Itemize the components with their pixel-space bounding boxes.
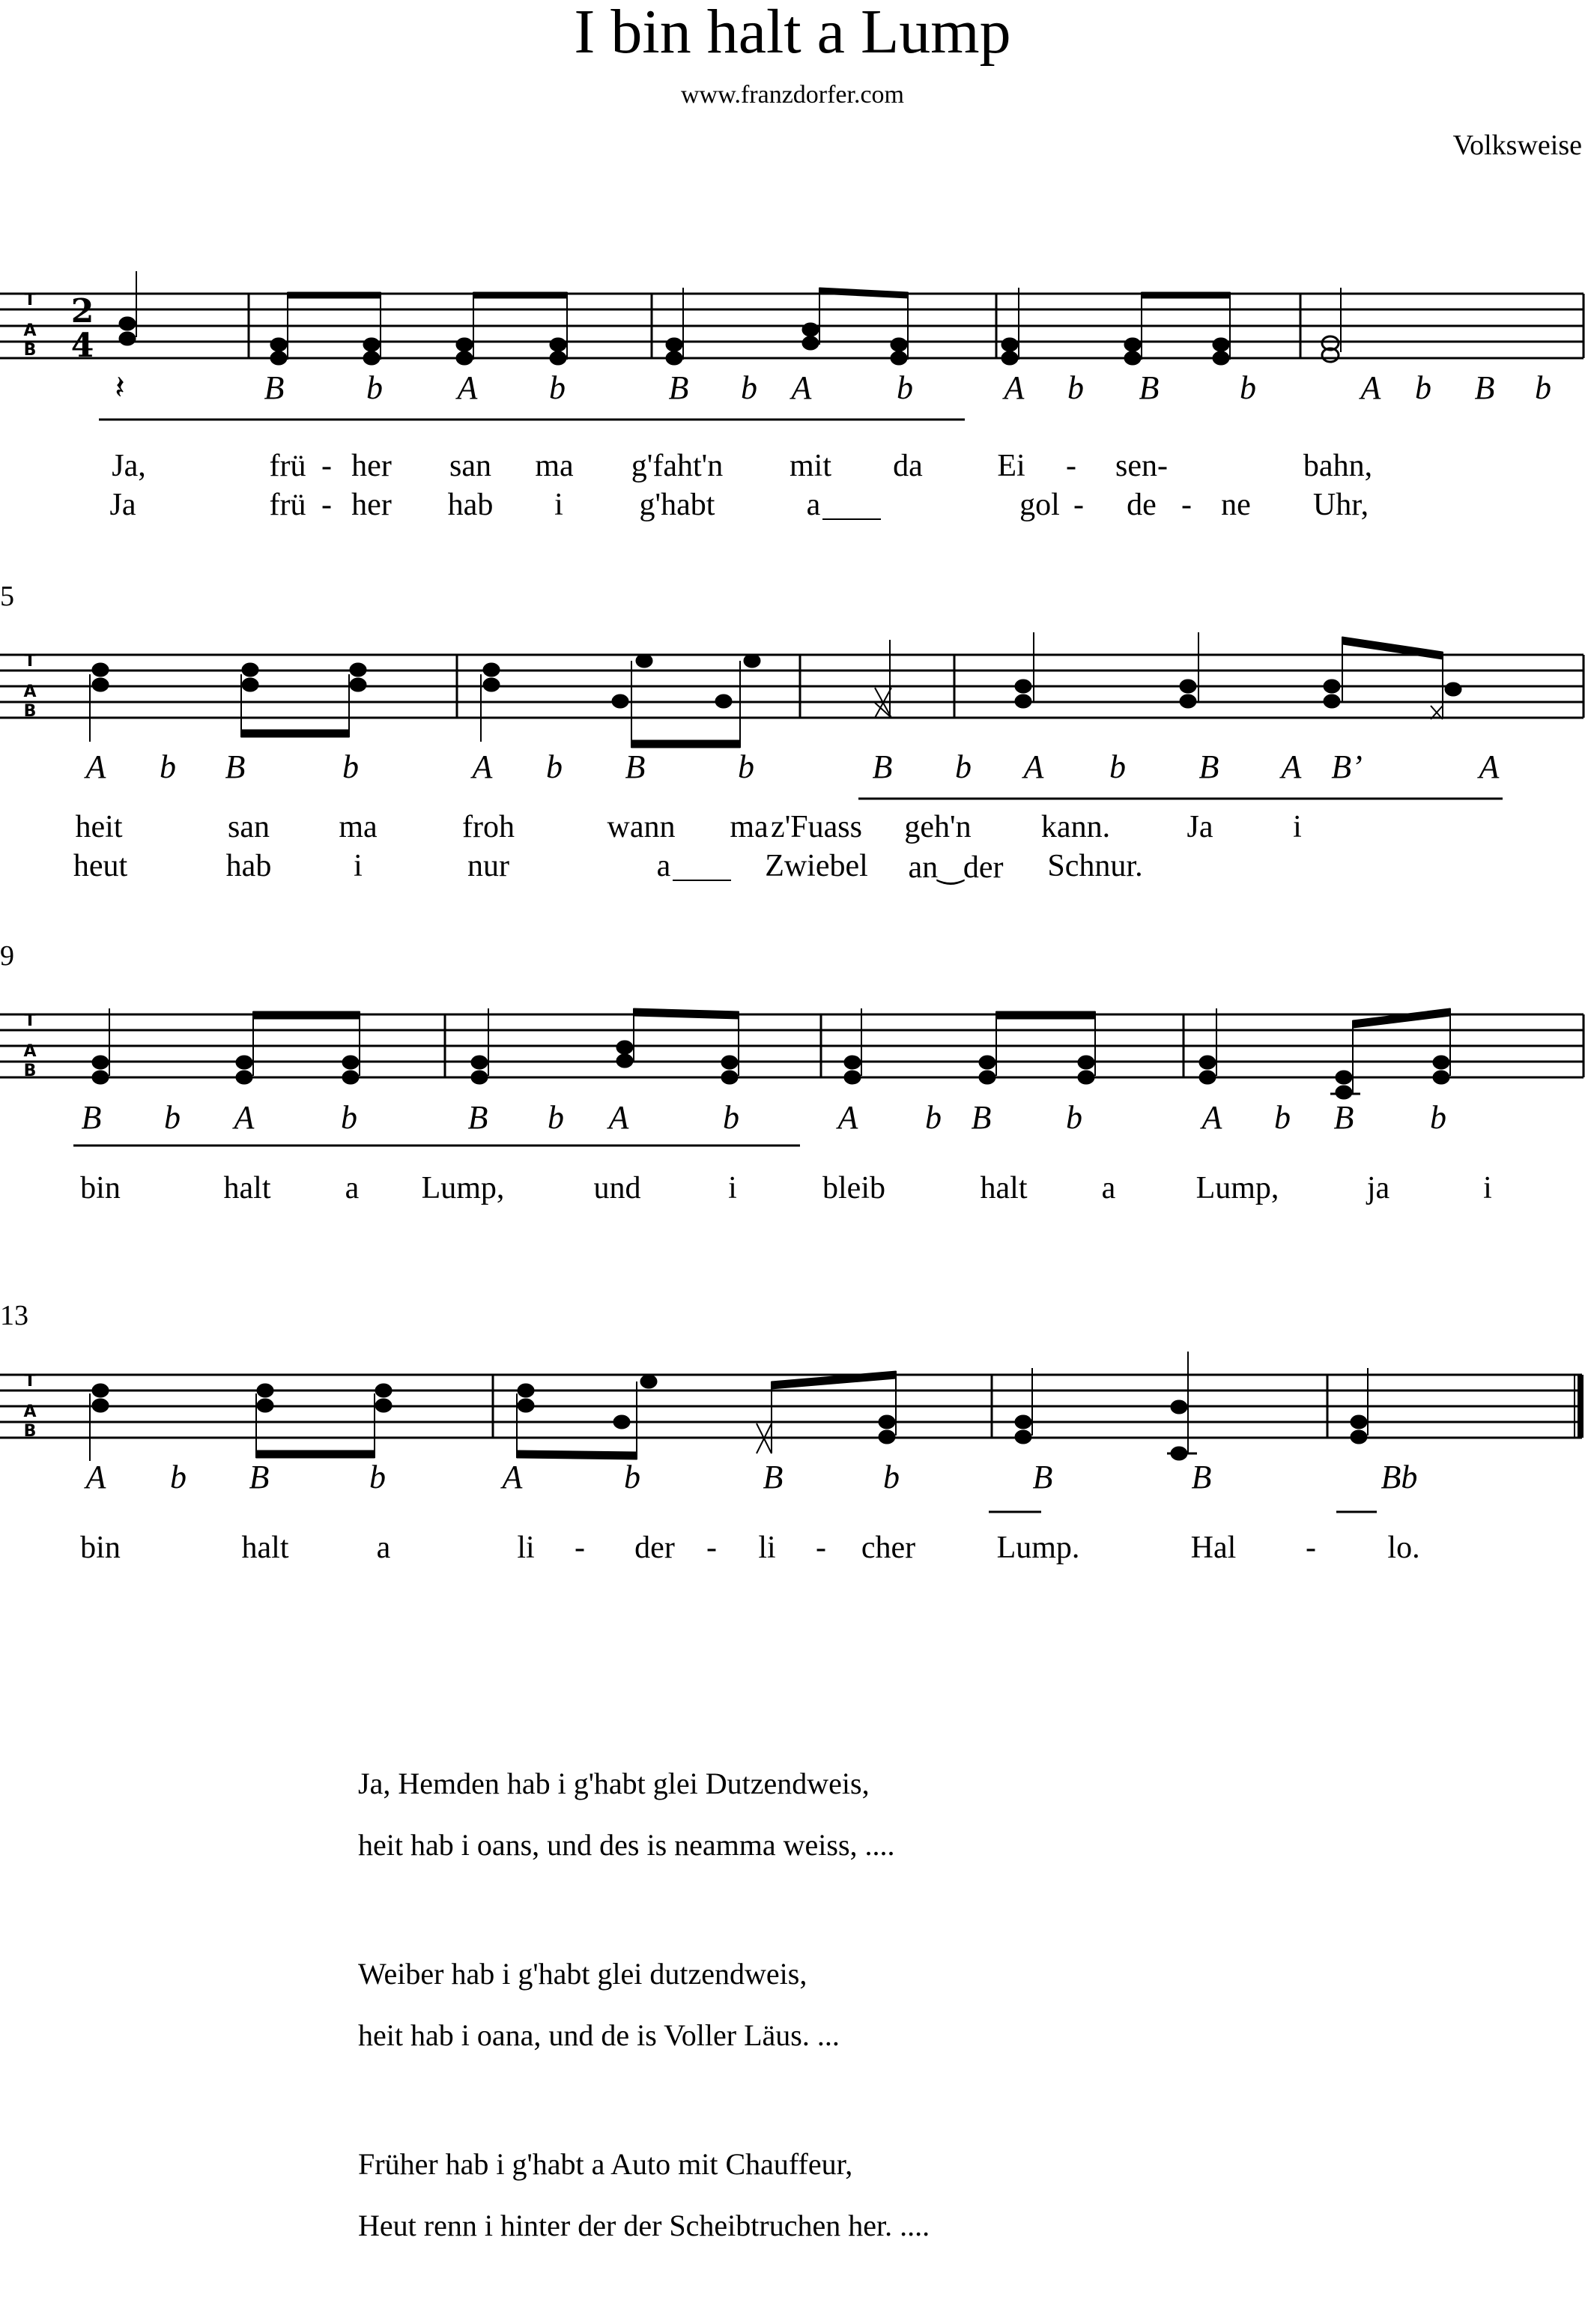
lyrics-verse-2: [0, 487, 1585, 524]
lyric-hyphen: -: [321, 488, 332, 522]
tab-staff: [0, 577, 1585, 772]
rest-icon: 𝄽: [115, 369, 125, 406]
svg-text:A: A: [23, 683, 37, 701]
bass-label: A: [85, 748, 106, 785]
song-title: I bin halt a Lump: [574, 0, 1011, 67]
lyric-syllable: bin: [80, 1531, 121, 1565]
bass-label: b: [883, 1459, 900, 1495]
bass-label: A: [837, 1099, 858, 1136]
bass-label: B: [1333, 1099, 1354, 1136]
lyric-hyphen: -: [1306, 1531, 1316, 1565]
lyric-syllable: und: [593, 1171, 641, 1205]
bass-label: b: [738, 748, 754, 785]
lyric-syllable: geh'n: [904, 810, 972, 844]
bass-label: B: [1198, 748, 1219, 785]
bass-label: A: [457, 369, 478, 406]
bass-label: B: [872, 748, 893, 785]
verse-block: [358, 2134, 930, 2257]
lyrics-verse-1: [0, 1530, 1585, 1567]
lyric-syllable: der: [634, 1531, 675, 1565]
lyric-syllable: lo.: [1387, 1531, 1420, 1565]
svg-text:T: T: [24, 1011, 36, 1030]
lyric-syllable: frü: [269, 449, 306, 483]
tab-clef-icon: [23, 1372, 36, 1441]
lyric-syllable: bin: [80, 1171, 121, 1205]
lyric-syllable: Lump.: [996, 1531, 1080, 1565]
bass-label: A: [472, 748, 493, 785]
bass-label: B: [625, 748, 646, 785]
measure-number: 13: [0, 1300, 28, 1331]
time-signature-icon: [71, 292, 94, 365]
bass-label: b: [1067, 369, 1084, 406]
bass-label: b: [955, 748, 972, 785]
bass-label: b: [546, 748, 563, 785]
system-4: [0, 1296, 1585, 1596]
lyric-syllable: froh: [462, 810, 515, 844]
system-1: [0, 255, 1585, 554]
lyric-syllable: halt: [980, 1171, 1028, 1205]
bass-label: B’: [1331, 748, 1363, 785]
bass-label: b: [342, 748, 359, 785]
svg-text:2: 2: [70, 292, 94, 330]
lyrics-verse-2: [0, 848, 1585, 886]
bass-label: b: [548, 1099, 564, 1136]
bass-label: B: [1032, 1459, 1053, 1495]
bass-label: b: [925, 1099, 942, 1136]
bass-label: A: [85, 1459, 106, 1495]
lyric-syllable: bahn,: [1303, 449, 1373, 483]
melisma-line: [673, 880, 731, 881]
lyric-hyphen: -: [706, 1531, 717, 1565]
bass-label: B: [1139, 369, 1160, 406]
measure-number: 9: [0, 940, 14, 972]
tab-clef-icon: [23, 291, 36, 360]
lyric-syllable: i: [554, 488, 563, 522]
lyric-syllable: wann: [607, 810, 676, 844]
lyric-syllable: a: [656, 849, 671, 883]
bass-label: b: [741, 369, 757, 406]
lyric-syllable: Lump,: [1195, 1171, 1279, 1205]
bass-label: b: [160, 748, 176, 785]
lyric-syllable: a: [1101, 1171, 1116, 1205]
final-barline: [1578, 1375, 1584, 1438]
verse-line: Ja, Hemden hab i g'habt glei Dutzendweis,: [358, 1767, 870, 1800]
bass-label: A: [502, 1459, 523, 1495]
lyric-syllable: Ja,: [112, 449, 146, 483]
verse-line: heit hab i oans, und des is neamma weiss, ....: [358, 1828, 895, 1862]
system-2: [0, 577, 1585, 892]
svg-text:B: B: [23, 702, 37, 721]
bass-label: A: [1023, 748, 1044, 785]
lyric-syllable: Ei: [997, 449, 1025, 483]
verse-line: Heut renn i hinter der der Scheibtruchen her. ....: [358, 2209, 930, 2242]
chord-row: [0, 369, 1585, 406]
additional-verses: [358, 1753, 930, 2324]
bass-label: B: [81, 1099, 102, 1136]
lyric-syllable: de: [1127, 488, 1157, 522]
bass-label: b: [1274, 1099, 1291, 1136]
bass-label: Bb: [1381, 1459, 1418, 1495]
chord-row: [0, 1458, 1585, 1495]
lyric-syllable: a: [806, 488, 821, 522]
lyric-syllable: i: [728, 1171, 737, 1205]
lyric-syllable: Lump,: [421, 1171, 505, 1205]
bass-label: B: [763, 1459, 784, 1495]
bass-label: B: [971, 1099, 992, 1136]
lyric-syllable: san: [228, 810, 270, 844]
lyric-syllable: frü: [269, 488, 306, 522]
lyric-syllable: san: [449, 449, 491, 483]
lyric-syllable: g'habt: [639, 488, 715, 522]
lyric-syllable: Hal: [1190, 1531, 1237, 1565]
tab-clef-icon: [23, 652, 36, 721]
bass-label: b: [624, 1459, 640, 1495]
bass-label: A: [1201, 1099, 1222, 1136]
bass-label: b: [366, 369, 383, 406]
verse-block: [358, 1753, 930, 1876]
bass-label: A: [1281, 748, 1302, 785]
lyric-syllable: i: [1483, 1171, 1492, 1205]
lyric-syllable: i: [354, 849, 363, 883]
lyric-syllable: heit: [75, 810, 123, 844]
bass-label: b: [164, 1099, 181, 1136]
lyric-syllable: Ja: [109, 488, 136, 522]
bass-label: b: [723, 1099, 739, 1136]
lyric-syllable: Uhr,: [1312, 488, 1369, 522]
bass-label: b: [897, 369, 913, 406]
lyric-syllable: Zwiebel: [765, 849, 868, 883]
bass-label: b: [1109, 748, 1126, 785]
lyric-syllable: a: [376, 1531, 391, 1565]
verse-block: [358, 1943, 930, 2066]
bass-label: B: [249, 1459, 270, 1495]
bass-label: A: [1479, 748, 1500, 785]
lyric-syllable: sen-: [1115, 449, 1168, 483]
lyric-syllable: gol: [1019, 488, 1060, 522]
svg-text:A: A: [23, 1042, 37, 1061]
tab-clef-icon: [23, 1011, 36, 1080]
bass-label: A: [791, 369, 812, 406]
composer-credit: Volksweise: [1452, 130, 1582, 161]
lyric-syllable: da: [893, 449, 923, 483]
lyric-syllable: hab: [447, 488, 494, 522]
verse-line: Weiber hab i g'habt glei dutzendweis,: [358, 1957, 807, 1991]
lyric-syllable: heut: [73, 849, 128, 883]
lyric-syllable: halt: [241, 1531, 289, 1565]
chord-row: [0, 748, 1585, 785]
lyric-syllable: i: [1293, 810, 1302, 844]
lyric-syllable: z'Fuass: [771, 810, 862, 844]
bass-label: b: [1240, 369, 1256, 406]
svg-text:A: A: [23, 321, 37, 340]
measure-number: 5: [0, 581, 14, 612]
bass-label: A: [1360, 369, 1381, 406]
lyrics-verse-1: [0, 809, 1585, 847]
system-3: [0, 936, 1585, 1236]
svg-text:B: B: [23, 341, 37, 360]
lyric-hyphen: -: [1066, 449, 1076, 483]
website-credit: www.franzdorfer.com: [681, 81, 904, 109]
lyric-hyphen: -: [575, 1531, 585, 1565]
lyrics-verse-1: [0, 1170, 1585, 1208]
svg-text:B: B: [23, 1422, 37, 1441]
bass-label: b: [549, 369, 566, 406]
tab-staff: [0, 255, 1585, 435]
verse-line: heit hab i oana, und de is Voller Läus. ...: [358, 2018, 840, 2052]
bass-label: A: [608, 1099, 629, 1136]
lyric-syllable: ma: [730, 810, 769, 844]
bass-label: A: [1004, 369, 1025, 406]
lyric-syllable: bleib: [822, 1171, 885, 1205]
lyric-syllable: a: [345, 1171, 360, 1205]
lyric-syllable: mit: [789, 449, 832, 483]
lyric-syllable: Ja: [1187, 810, 1213, 844]
lyric-syllable: li: [758, 1531, 776, 1565]
lyric-syllable: li: [517, 1531, 535, 1565]
svg-text:4: 4: [70, 327, 94, 365]
bass-label: b: [341, 1099, 357, 1136]
lyric-syllable: Schnur.: [1047, 849, 1143, 883]
lyric-syllable: her: [351, 488, 392, 522]
bass-label: b: [1415, 369, 1431, 406]
lyric-syllable: ma: [339, 810, 378, 844]
lyric-hyphen: -: [321, 449, 332, 483]
svg-text:T: T: [24, 652, 36, 671]
lyric-syllable: cher: [861, 1531, 916, 1565]
lyric-syllable: hab: [225, 849, 272, 883]
lyric-syllable: g'faht'n: [631, 449, 724, 483]
bass-label: b: [170, 1459, 187, 1495]
lyric-syllable: nur: [467, 849, 509, 883]
lyric-syllable: ja: [1366, 1171, 1390, 1205]
lyric-syllable: ne: [1221, 488, 1251, 522]
chord-row: [0, 1098, 1585, 1136]
lyric-syllable: kann.: [1040, 810, 1111, 844]
lyrics-verse-1: [0, 448, 1585, 485]
svg-text:A: A: [23, 1402, 37, 1421]
bass-label: B: [264, 369, 285, 406]
bass-label: b: [1535, 369, 1551, 406]
lyric-hyphen: -: [816, 1531, 826, 1565]
bass-label: b: [369, 1459, 386, 1495]
bass-label: B: [1191, 1459, 1212, 1495]
bass-label: b: [1430, 1099, 1446, 1136]
svg-text:T: T: [24, 1372, 36, 1391]
bass-label: B: [467, 1099, 488, 1136]
lyric-syllable: halt: [223, 1171, 271, 1205]
bass-label: B: [1474, 369, 1495, 406]
verse-line: Früher hab i g'habt a Auto mit Chauffeur,: [358, 2147, 853, 2181]
lyric-syllable: an‿der: [908, 850, 1004, 885]
lyric-syllable: her: [351, 449, 392, 483]
svg-text:B: B: [23, 1062, 37, 1080]
bass-label: b: [1066, 1099, 1082, 1136]
svg-text:T: T: [24, 291, 36, 309]
bass-label: B: [668, 369, 689, 406]
bass-label: A: [234, 1099, 255, 1136]
lyric-syllable: ma: [535, 449, 574, 483]
lyric-hyphen: -: [1181, 488, 1192, 522]
melisma-line: [822, 518, 881, 520]
bass-label: B: [225, 748, 246, 785]
lyric-hyphen: -: [1073, 488, 1084, 522]
